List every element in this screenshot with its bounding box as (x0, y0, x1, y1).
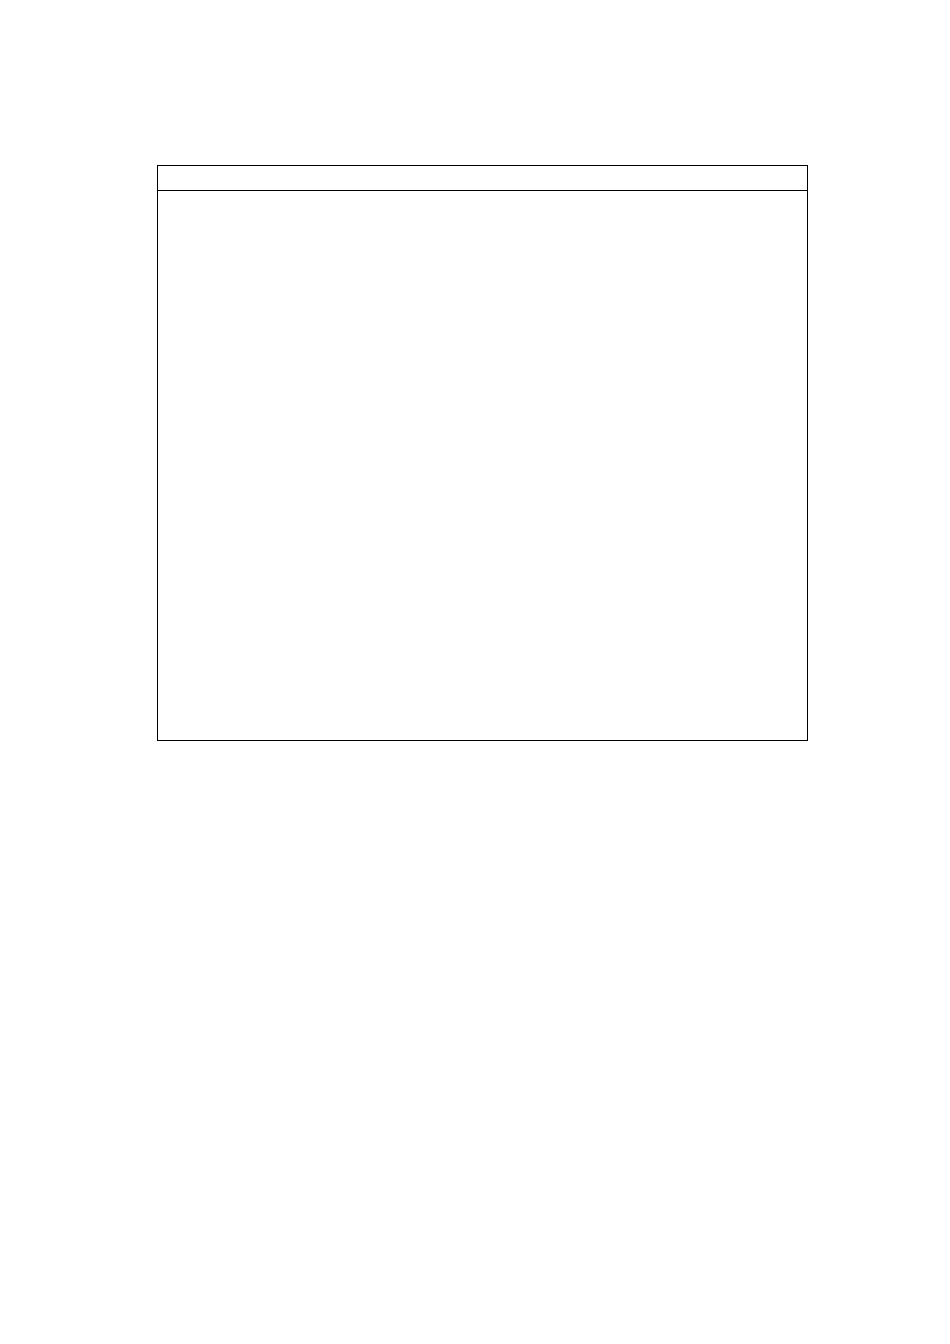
anatomy-comparison-table (157, 165, 808, 741)
table-header-row (158, 166, 807, 191)
